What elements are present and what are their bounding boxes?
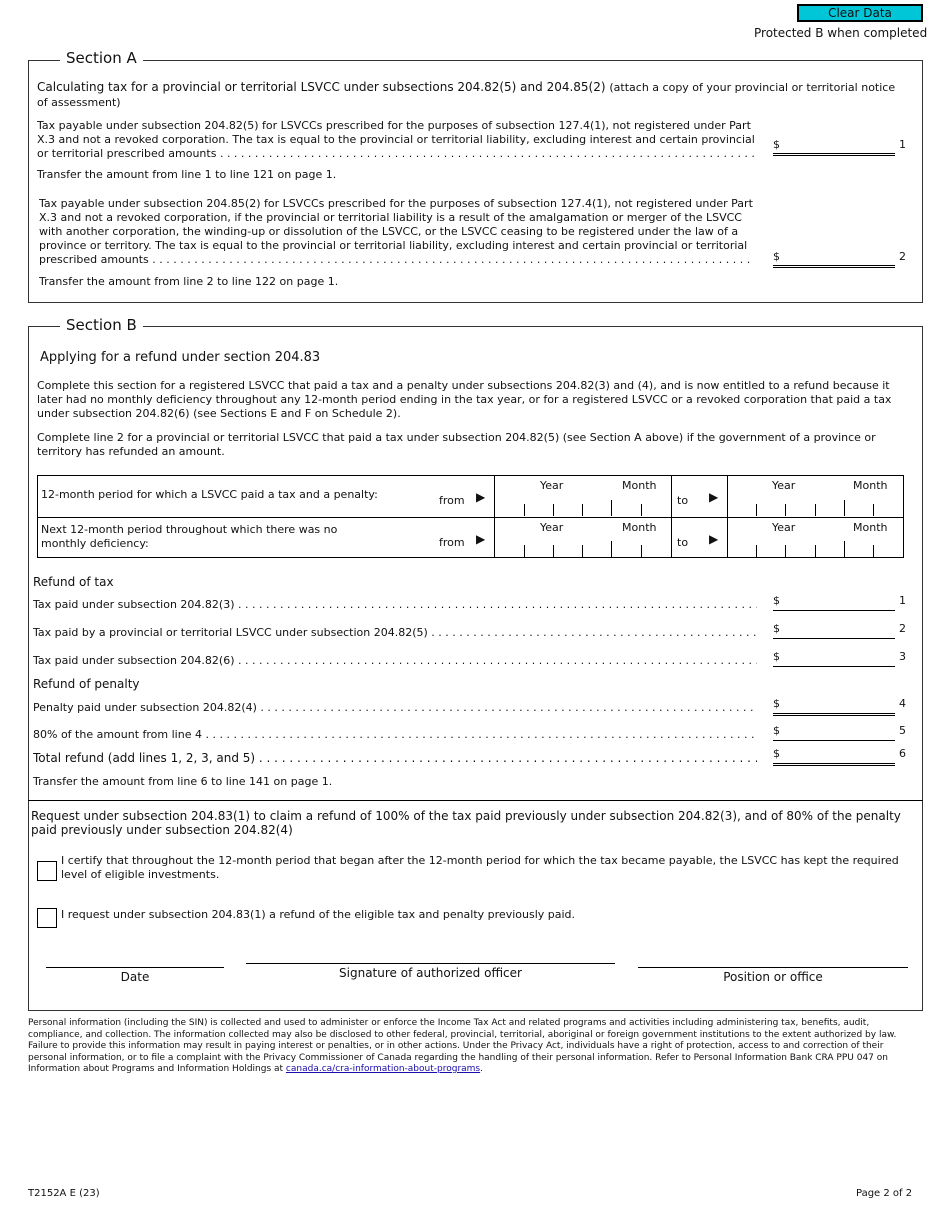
arrow-right-icon: ▶ [476,490,486,504]
refund-of-penalty-heading: Refund of penalty [33,677,140,691]
currency-symbol: $ [773,697,780,710]
to-label: to [677,494,689,507]
position-label: Position or office [723,970,823,984]
month-label: Month [622,521,657,534]
year-label: Year [540,521,564,534]
section-b-title: Section B [60,316,143,334]
refund-line-6-amount[interactable] [773,747,895,766]
currency-symbol: $ [773,622,780,635]
refund-of-tax-heading: Refund of tax [33,575,114,589]
transfer-line6-note: Transfer the amount from line 6 to line 141 on page 1. [33,775,333,788]
refund-line-4-amount[interactable] [773,697,895,716]
period-table [37,475,904,558]
refund-line-5-label: 80% of the amount from line 4 . . . [33,728,757,742]
clear-data-button[interactable]: Clear Data [797,4,923,22]
request-refund-checkbox[interactable] [37,908,57,928]
currency-symbol: $ [773,724,780,737]
refund-line-3-amount[interactable] [773,649,895,667]
line-number-2: 2 [899,622,906,635]
arrow-right-icon: ▶ [476,532,486,546]
certify-investments-text: I certify that throughout the 12-month period that began after the 12-month period for which the tax became payable, the LSVCC has kept the required level of eligible investments. [61,854,899,881]
date-field[interactable] [46,950,224,968]
section-b-instructions-1: Complete this section for a registered LSVCC that paid a tax and a penalty under subsections 204.82(3) and (4), and is now entitled to a refund because it later had no monthly deficiency throughout any 12-month period ending in the tax year, or for a registered LSVCC or a revoked corporation that paid a tax under subsection 204.82(6) (see Sections E and F on Schedule 2). [37,379,892,420]
from-label: from [439,494,465,507]
month-label: Month [622,479,657,492]
page-number: Page 2 of 2 [856,1188,913,1199]
line-number-1: 1 [899,594,906,607]
period-row-label: 12-month period for which a LSVCC paid a tax and a penalty: [41,488,378,501]
currency-symbol: $ [773,250,780,263]
request-refund-text: I request under subsection 204.83(1) a refund of the eligible tax and penalty previously paid. [61,908,576,921]
line-number-2: 2 [899,250,906,263]
signature-field[interactable] [246,946,615,964]
refund-line-4-label: Penalty paid under subsection 204.82(4) . . . [33,701,757,715]
line-number-4: 4 [899,697,906,710]
to-date-input[interactable] [729,539,903,557]
from-label: from [439,536,465,549]
cra-programs-link[interactable]: canada.ca/cra-information-about-programs [285,1064,481,1074]
to-date-input[interactable] [729,498,903,516]
arrow-right-icon: ▶ [709,532,719,546]
transfer-line1-note: Transfer the amount from line 1 to line 121 on page 1. [37,168,337,181]
from-date-input[interactable] [496,539,670,557]
period-row-label: Next 12-month period throughout which there was no monthly deficiency: [41,523,338,550]
position-field[interactable] [638,950,908,968]
year-label: Year [540,479,564,492]
currency-symbol: $ [773,747,780,760]
to-label: to [677,536,689,549]
form-identifier: T2152A E (23) [28,1188,100,1199]
year-label: Year [772,521,796,534]
currency-symbol: $ [773,594,780,607]
date-label: Date [120,970,150,984]
year-label: Year [772,479,796,492]
line-number-5: 5 [899,724,906,737]
section-a-line1-text: Tax payable under subsection 204.82(5) for LSVCCs prescribed for the purposes of subsection 127.4(1), not registered under Part X.3 and not a revoked corporation. The tax is equal to the provincial or territorial liability, excluding interest and certain provincial or territorial prescribed amounts . . . [37,119,757,161]
section-a-line2-text: Tax payable under subsection 204.85(2) for LSVCCs prescribed for the purposes of subsection 127.4(1), not registered under Part X.3 and not a revoked corporation, if the provincial or territorial liability is a result of the amalgamation or merger of the LSVCC with another corporation, the winding-up or dissolution of the LSVCC, or the LSVCC ceasing to be registered under the law of a province or territory. The tax is equal to the provincial or territorial liability, excluding interest and certain provincial or territorial prescribed amounts . . . [39,197,757,267]
line-number-1: 1 [899,138,906,151]
section-b-subtitle: Applying for a refund under section 204.83 [40,350,321,365]
section-divider [28,800,923,801]
section-a-heading: Calculating tax for a provincial or territorial LSVCC under subsections 204.82(5) and 204.85(2) (attach a copy of your provincial or territorial notice of assessment) [37,80,896,109]
refund-line-1-label: Tax paid under subsection 204.82(3) . . . [33,598,757,612]
protected-b-label: Protected B when completed [754,26,928,40]
refund-line-6-label: Total refund (add lines 1, 2, 3, and 5) . . . [33,751,757,765]
month-label: Month [853,521,888,534]
section-a-title: Section A [60,49,143,67]
refund-line-5-amount[interactable] [773,723,895,741]
currency-symbol: $ [773,138,780,151]
from-date-input[interactable] [496,498,670,516]
signature-label: Signature of authorized officer [339,966,522,980]
request-heading: Request under subsection 204.83(1) to claim a refund of 100% of the tax paid previously under subsection 204.82(3), and of 80% of the penalty paid previously under subsection 204.82(4) [31,809,901,837]
transfer-line2-note: Transfer the amount from line 2 to line 122 on page 1. [39,275,339,288]
line-number-6: 6 [899,747,906,760]
refund-line-2-amount[interactable] [773,621,895,639]
section-a-line1-amount[interactable] [773,138,895,156]
section-b-instructions-2: Complete line 2 for a provincial or territorial LSVCC that paid a tax under subsection 204.82(5) (see Section A above) if the government of a province or territory has refunded an amount. [37,431,876,458]
currency-symbol: $ [773,650,780,663]
month-label: Month [853,479,888,492]
certify-investments-checkbox[interactable] [37,861,57,881]
refund-line-2-label: Tax paid by a provincial or territorial LSVCC under subsection 204.82(5) . . . [33,626,757,640]
privacy-notice: Personal information (including the SIN) is collected and used to administer or enforce the Income Tax Act and related programs and activities including administering tax, benefits, audit, compliance, and collection. The information collected may also be disclosed to other federal, provincial, territorial, aboriginal or foreign government institutions to the extent authorized by law. Failure to provide this information may result in paying interest or penalties, or in other actions. Under the Privacy Act, individuals have a right of protection, access to and correction of their personal information, or to file a complaint with the Privacy Commissioner of Canada regarding the handling of their personal information. Refer to Personal Information Bank CRA PPU 047 on Information about Programs and Information Holdings at canada.ca/cra-information-about-programs. [28,1018,897,1074]
arrow-right-icon: ▶ [709,490,719,504]
line-number-3: 3 [899,650,906,663]
refund-line-1-amount[interactable] [773,593,895,611]
refund-line-3-label: Tax paid under subsection 204.82(6) . . . [33,654,757,668]
section-a-line2-amount[interactable] [773,250,895,268]
